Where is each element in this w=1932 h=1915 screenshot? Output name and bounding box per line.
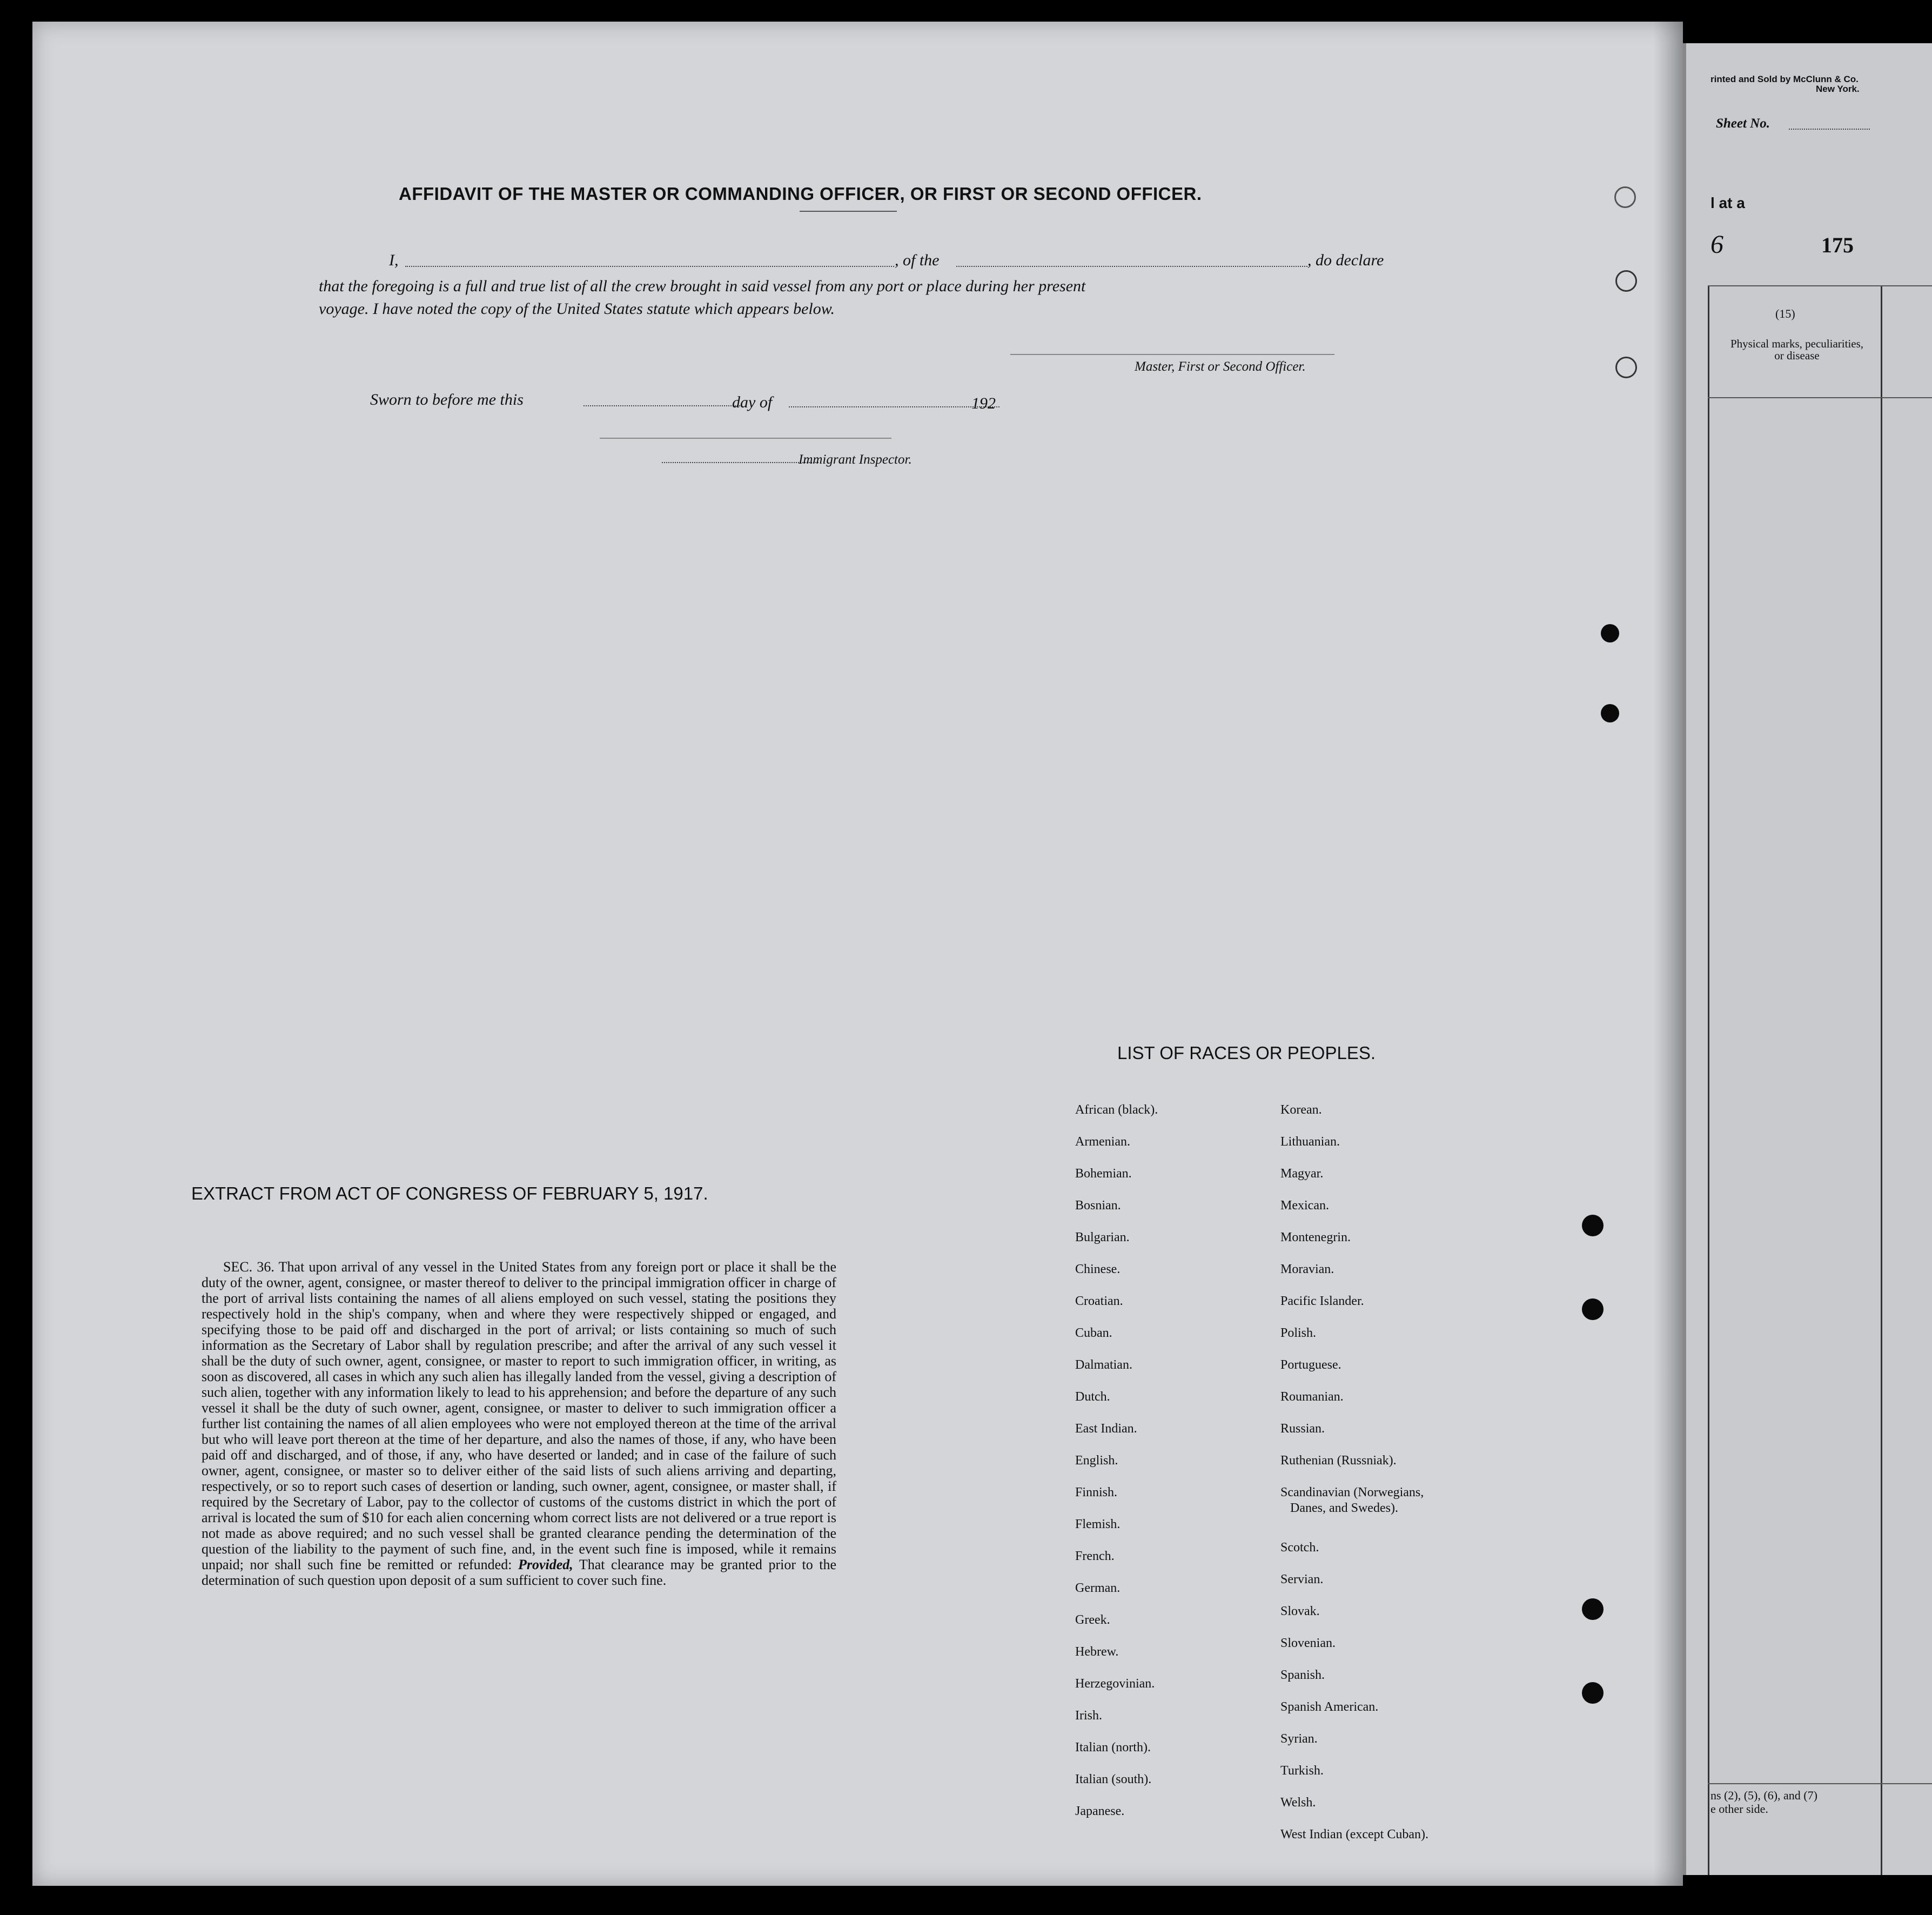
- race-item: Spanish American.: [1280, 1700, 1379, 1714]
- section-tail: That clearance may be granted prior to the determination of such question upon deposit of a sum sufficient to cover such fine.: [202, 1557, 837, 1588]
- race-item: Slovenian.: [1280, 1636, 1336, 1650]
- sworn-day-field[interactable]: [583, 405, 740, 406]
- binder-hole: [1582, 1298, 1604, 1320]
- race-item: Cuban.: [1075, 1326, 1112, 1340]
- race-item: German.: [1075, 1581, 1121, 1595]
- race-item: West Indian (except Cuban).: [1280, 1827, 1428, 1842]
- race-item: Flemish.: [1075, 1517, 1121, 1531]
- race-item: Roumanian.: [1280, 1390, 1344, 1404]
- race-item: Russian.: [1280, 1422, 1325, 1436]
- column-rule: [1881, 286, 1882, 1875]
- extract-title: EXTRACT FROM ACT OF CONGRESS OF FEBRUARY 5, 1917.: [191, 1183, 708, 1203]
- race-item: Magyar.: [1280, 1167, 1324, 1181]
- race-item: Pacific Islander.: [1280, 1294, 1364, 1308]
- document-page: [32, 22, 1683, 1886]
- affidavit-line-3: voyage. I have noted the copy of the United States statute which appears below.: [319, 300, 835, 318]
- handwritten-6: 6: [1710, 230, 1723, 259]
- race-item: Polish.: [1280, 1326, 1317, 1340]
- vessel-field[interactable]: [956, 266, 1307, 267]
- affidavit-do-declare: , do declare: [1307, 251, 1384, 269]
- race-item: Finnish.: [1075, 1485, 1118, 1499]
- footer-note-1: ns (2), (5), (6), and (7): [1710, 1789, 1817, 1802]
- race-item: Irish.: [1075, 1709, 1102, 1723]
- race-item: Bosnian.: [1075, 1198, 1121, 1213]
- inspector-label: Immigrant Inspector.: [799, 452, 912, 467]
- race-item: Dutch.: [1075, 1390, 1110, 1404]
- race-item: English.: [1075, 1454, 1118, 1468]
- section-label: SEC. 36.: [223, 1259, 274, 1275]
- race-item: African (black).: [1075, 1103, 1158, 1117]
- printer-city: New York.: [1816, 84, 1860, 94]
- race-item: Moravian.: [1280, 1262, 1334, 1276]
- race-item: Herzegovinian.: [1075, 1677, 1155, 1691]
- race-item: Scandinavian (Norwegians, Danes, and Swedes).: [1280, 1485, 1424, 1515]
- column-number: (15): [1775, 307, 1795, 320]
- sheet-no-label: Sheet No.: [1716, 116, 1770, 131]
- printer-credit: rinted and Sold by McClunn & Co.: [1710, 74, 1859, 84]
- year-prefix: 192: [971, 394, 996, 412]
- binder-hole: [1601, 704, 1619, 722]
- race-item: Montenegrin.: [1280, 1230, 1351, 1244]
- race-item: Turkish.: [1280, 1764, 1324, 1778]
- races-title: LIST OF RACES OR PEOPLES.: [1117, 1043, 1376, 1063]
- section-36-text: [202, 1259, 836, 1588]
- column-rule: [1708, 286, 1709, 1875]
- race-item: Ruthenian (Russniak).: [1280, 1454, 1397, 1468]
- header-rule-bottom: [1708, 397, 1932, 398]
- sworn-label: Sworn to before me this: [370, 391, 524, 409]
- affidavit-of-the-label: , of the: [895, 251, 940, 269]
- race-item: East Indian.: [1075, 1422, 1137, 1436]
- binder-hole: [1582, 1598, 1604, 1620]
- race-item: Greek.: [1075, 1613, 1110, 1627]
- race-item: Mexican.: [1280, 1198, 1329, 1213]
- race-item: Servian.: [1280, 1572, 1324, 1586]
- section-body: That upon arrival of any vessel in the United States from any foreign port or place it shall be the duty of the owner, agent, consignee, or master thereof to deliver to the principal immigration officer in charge of the port of arrival lists containing the names of all aliens employed on such vessel, stating the positions they respectively hold in the ship's company, when and where they were respectively shipped or engaged, and specifying those to be paid off and discharged in the port of arrival; or lists containing so much of such information as the Secretary of Labor shall by regulation prescribe; and after the arrival of any such vessel it shall be the duty of such owner, agent, consignee, or master to report to such immigration officer, in writing, as soon as discovered, all cases in which any such alien has illegally landed from the vessel, giving a description of such alien, together with any information likely to lead to his apprehension; and before the departure of any such vessel it shall be the duty of such owner, agent, consignee, or master to deliver to such immigration officer a further list containing the names of all alien employees who were not employed thereon at the time of the arrival but who will leave port thereon at the time of her departure, and also the names of those, if any, who have been paid off and discharged, and of those, if any, who have deserted or landed; and in case of the failure of such owner, agent, consignee, or master so to deliver either of the said lists of such aliens arriving and departing, respectively, or so to report such cases of desertion or landing, such owner, agent, consignee, or master shall, if required by the Secretary of Labor, pay to the collector of customs of the customs district in which the port of arrival is located the sum of $10 for each alien concerning whom correct lists are not delivered or a true report is not made as above required; and no such vessel shall be granted clearance pending the determination of the question of the liability to the payment of such fine, and, in the event such fine is imposed, while it remains unpaid; nor shall such fine be remitted or refunded:: [202, 1259, 837, 1572]
- header-rule: [1708, 285, 1932, 286]
- signature-line[interactable]: [1010, 354, 1334, 355]
- races-left-column: [1075, 1094, 1158, 1827]
- race-item: Chinese.: [1075, 1262, 1121, 1276]
- race-item: Syrian.: [1280, 1732, 1318, 1746]
- race-item: French.: [1075, 1549, 1115, 1563]
- binder-hole: [1614, 186, 1636, 208]
- race-item: Hebrew.: [1075, 1645, 1119, 1659]
- race-item: Lithuanian.: [1280, 1135, 1340, 1149]
- footer-note-2: e other side.: [1710, 1802, 1768, 1816]
- sheet-no-field[interactable]: [1789, 129, 1870, 130]
- race-item: Croatian.: [1075, 1294, 1123, 1308]
- affidavit-title: AFFIDAVIT OF THE MASTER OR COMMANDING OFFICER, OR FIRST OR SECOND OFFICER.: [399, 184, 1202, 204]
- name-field[interactable]: [405, 266, 894, 267]
- arrived-at-label: l at a: [1710, 195, 1745, 211]
- race-item: Bulgarian.: [1075, 1230, 1130, 1244]
- race-item: Italian (south).: [1075, 1772, 1152, 1786]
- title-rule: [800, 211, 897, 212]
- inspector-line-1: [600, 438, 891, 439]
- page-edge: [1653, 22, 1683, 1886]
- sworn-month-field[interactable]: [789, 406, 999, 407]
- inspector-line-2[interactable]: [662, 462, 819, 463]
- footer-rule: [1708, 1783, 1932, 1784]
- race-item: Portuguese.: [1280, 1358, 1341, 1372]
- provided-label: Provided,: [518, 1557, 573, 1572]
- race-item: Bohemian.: [1075, 1167, 1132, 1181]
- race-item: Japanese.: [1075, 1804, 1125, 1818]
- affidavit-line-2: that the foregoing is a full and true list of all the crew brought in said vessel from any port or place during her present: [319, 277, 1086, 295]
- race-item: Spanish.: [1280, 1668, 1325, 1682]
- binder-hole: [1615, 270, 1637, 292]
- race-item: Armenian.: [1075, 1135, 1130, 1149]
- race-item: Korean.: [1280, 1103, 1322, 1117]
- binder-hole: [1601, 624, 1619, 642]
- race-item: Slovak.: [1280, 1604, 1320, 1618]
- signature-label: Master, First or Second Officer.: [1135, 359, 1306, 374]
- day-of-label: day of: [732, 393, 773, 411]
- binder-hole: [1582, 1682, 1604, 1704]
- binder-hole: [1615, 357, 1637, 378]
- physical-marks-header: Physical marks, peculiarities, or disease: [1730, 337, 1864, 362]
- race-item: Dalmatian.: [1075, 1358, 1132, 1372]
- underlying-manifest-sheet: [1683, 43, 1932, 1875]
- race-item: Welsh.: [1280, 1796, 1316, 1810]
- races-right-column: [1280, 1094, 1428, 1851]
- affidavit-i-label: I,: [389, 251, 399, 269]
- race-item: Italian (north).: [1075, 1740, 1151, 1755]
- race-item: Scotch.: [1280, 1541, 1319, 1555]
- binder-hole: [1582, 1215, 1604, 1236]
- sheet-number: 175: [1821, 233, 1854, 257]
